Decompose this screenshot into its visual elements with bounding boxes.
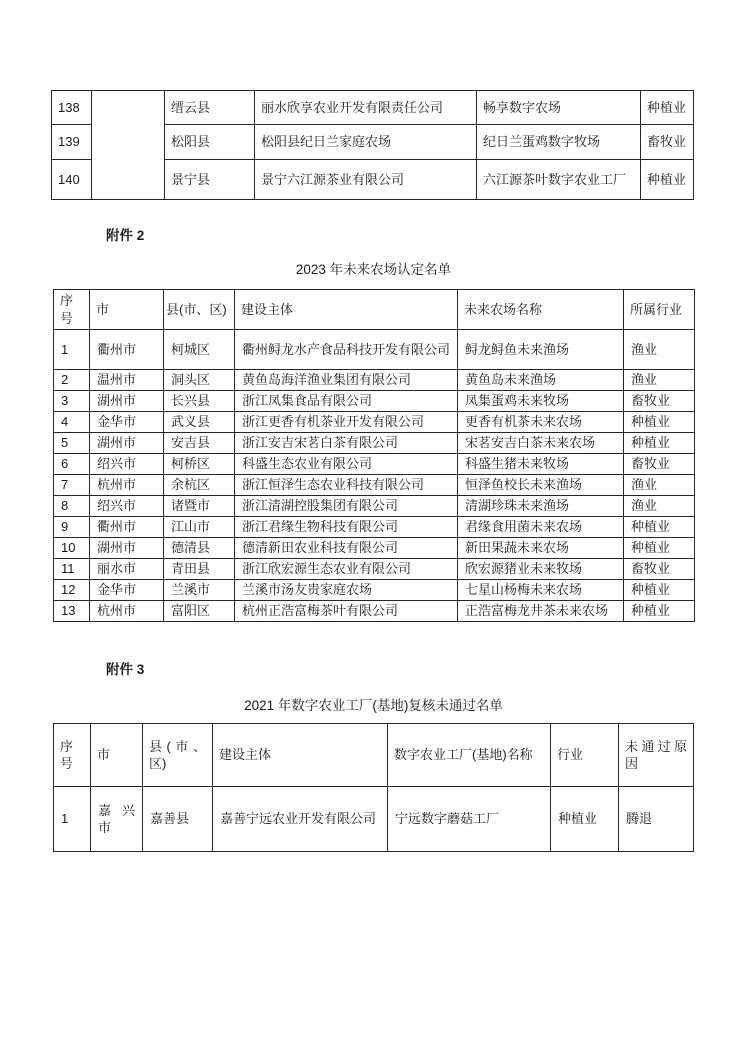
table-cell: 2	[54, 370, 90, 391]
table-cell: 种植业	[624, 517, 695, 538]
column-header: 所属行业	[624, 290, 695, 330]
table-cell: 富阳区	[164, 601, 235, 622]
table-cell: 6	[54, 454, 90, 475]
table-cell: 六江源茶叶数字农业工厂	[477, 160, 641, 200]
review-failed-2021-table	[53, 723, 694, 852]
table-cell: 宋茗安吉白茶未来农场	[458, 433, 624, 454]
table-cell: 纪日兰蛋鸡数字牧场	[477, 125, 641, 160]
table-cell: 君缘食用菌未来农场	[458, 517, 624, 538]
table-row	[54, 580, 695, 601]
table-cell: 正浩富梅龙井茶未来农场	[458, 601, 624, 622]
column-header: 建设主体	[213, 724, 388, 787]
table-cell: 江山市	[164, 517, 235, 538]
digital-farm-list-table-continued	[51, 90, 694, 200]
table-cell: 139	[52, 125, 92, 160]
table-cell: 凤集蛋鸡未来牧场	[458, 391, 624, 412]
column-header: 市	[91, 724, 143, 787]
table-cell: 渔业	[624, 475, 695, 496]
table-cell: 8	[54, 496, 90, 517]
table-cell: 浙江更香有机茶业开发有限公司	[235, 412, 458, 433]
table-row	[54, 787, 694, 852]
column-header: 数字农业工厂(基地)名称	[388, 724, 551, 787]
table-row	[54, 412, 695, 433]
column-header: 行业	[551, 724, 619, 787]
table-cell: 浙江凤集食品有限公司	[235, 391, 458, 412]
table-cell: 柯城区	[164, 330, 235, 370]
table-row	[54, 538, 695, 559]
table-cell: 景宁六江源茶业有限公司	[255, 160, 477, 200]
column-header: 县(市、区)	[143, 724, 213, 787]
column-header: 建设主体	[235, 290, 458, 330]
column-header: 市	[90, 290, 164, 330]
table-row	[54, 601, 695, 622]
table-cell: 余杭区	[164, 475, 235, 496]
column-header: 县(市、区)	[164, 290, 235, 330]
table-cell: 松阳县纪日兰家庭农场	[255, 125, 477, 160]
table-row	[54, 454, 695, 475]
table-cell: 鲟龙鲟鱼未来渔场	[458, 330, 624, 370]
column-header: 未来农场名称	[458, 290, 624, 330]
table-cell: 1	[54, 330, 90, 370]
table-cell: 种植业	[624, 433, 695, 454]
table-cell: 浙江恒泽生态农业科技有限公司	[235, 475, 458, 496]
table-cell: 洞头区	[164, 370, 235, 391]
table-cell: 德清新田农业科技有限公司	[235, 538, 458, 559]
table-cell: 衢州市	[90, 330, 164, 370]
table-cell: 金华市	[90, 580, 164, 601]
table-cell: 兰溪市汤友贵家庭农场	[235, 580, 458, 601]
attachment2-title: 2023 年未来农场认定名单	[295, 262, 452, 277]
table-cell: 青田县	[164, 559, 235, 580]
table-cell: 湖州市	[90, 391, 164, 412]
table-cell: 3	[54, 391, 90, 412]
attachment3-title: 2021 年数字农业工厂(基地)复核未通过名单	[244, 698, 503, 713]
table-cell: 畅享数字农场	[477, 91, 641, 125]
table-cell: 绍兴市	[90, 454, 164, 475]
table-cell: 畜牧业	[641, 125, 694, 160]
table-cell: 景宁县	[165, 160, 255, 200]
table-cell	[92, 91, 165, 200]
table-row	[54, 496, 695, 517]
table-row	[54, 559, 695, 580]
table-cell: 湖州市	[90, 433, 164, 454]
table-cell: 欣宏源猪业未来牧场	[458, 559, 624, 580]
table-cell: 腾退	[619, 787, 694, 852]
table-cell: 绍兴市	[90, 496, 164, 517]
table-cell: 衢州鲟龙水产食品科技开发有限公司	[235, 330, 458, 370]
attachment2-label: 附件 2	[106, 228, 145, 243]
table-cell: 10	[54, 538, 90, 559]
table-cell: 渔业	[624, 330, 695, 370]
table-cell: 种植业	[624, 412, 695, 433]
table-cell: 浙江安吉宋茗白茶有限公司	[235, 433, 458, 454]
table-cell: 黄鱼岛海洋渔业集团有限公司	[235, 370, 458, 391]
table-cell: 种植业	[551, 787, 619, 852]
table-row	[54, 391, 695, 412]
table-cell: 13	[54, 601, 90, 622]
table-row	[54, 517, 695, 538]
table-cell: 嘉善县	[143, 787, 213, 852]
attachment3-label: 附件 3	[106, 662, 145, 677]
table-cell: 渔业	[624, 496, 695, 517]
table-cell: 更香有机茶未来农场	[458, 412, 624, 433]
table-cell: 7	[54, 475, 90, 496]
table-cell: 种植业	[624, 538, 695, 559]
table-cell: 渔业	[624, 370, 695, 391]
table-cell: 140	[52, 160, 92, 200]
table-cell: 温州市	[90, 370, 164, 391]
table-cell: 畜牧业	[624, 559, 695, 580]
table-cell: 金华市	[90, 412, 164, 433]
table-cell: 长兴县	[164, 391, 235, 412]
table-cell: 新田果蔬未来农场	[458, 538, 624, 559]
table-row	[54, 433, 695, 454]
table-row	[54, 330, 695, 370]
table-cell: 种植业	[641, 160, 694, 200]
table-cell: 畜牧业	[624, 391, 695, 412]
table-row	[52, 91, 694, 125]
table-cell: 11	[54, 559, 90, 580]
table-cell: 湖州市	[90, 538, 164, 559]
table-cell: 宁远数字蘑菇工厂	[388, 787, 551, 852]
table-cell: 种植业	[624, 601, 695, 622]
table-cell: 杭州市	[90, 601, 164, 622]
table-cell: 科盛生猪未来牧场	[458, 454, 624, 475]
table-cell: 浙江清湖控股集团有限公司	[235, 496, 458, 517]
table-cell: 科盛生态农业有限公司	[235, 454, 458, 475]
table-cell: 9	[54, 517, 90, 538]
table-cell: 黄鱼岛未来渔场	[458, 370, 624, 391]
table-row	[54, 475, 695, 496]
table-cell: 种植业	[624, 580, 695, 601]
table-cell: 衢州市	[90, 517, 164, 538]
column-header: 未通过原因	[619, 724, 694, 787]
table-cell: 松阳县	[165, 125, 255, 160]
table-row	[54, 370, 695, 391]
table-cell: 安吉县	[164, 433, 235, 454]
table-cell: 12	[54, 580, 90, 601]
table-cell: 武义县	[164, 412, 235, 433]
table-cell: 嘉兴市	[91, 787, 143, 852]
table-cell: 种植业	[641, 91, 694, 125]
table-cell: 兰溪市	[164, 580, 235, 601]
table-cell: 清湖珍珠未来渔场	[458, 496, 624, 517]
table-cell: 138	[52, 91, 92, 125]
table-cell: 德清县	[164, 538, 235, 559]
table-cell: 浙江欣宏源生态农业有限公司	[235, 559, 458, 580]
table-cell: 嘉善宁远农业开发有限公司	[213, 787, 388, 852]
column-header: 序号	[54, 290, 90, 330]
column-header: 序号	[54, 724, 91, 787]
table-cell: 畜牧业	[624, 454, 695, 475]
table-cell: 杭州市	[90, 475, 164, 496]
table-cell: 丽水欣享农业开发有限责任公司	[255, 91, 477, 125]
future-farms-2023-table	[53, 289, 695, 622]
table-cell: 1	[54, 787, 91, 852]
table-cell: 七星山杨梅未来农场	[458, 580, 624, 601]
table-cell: 4	[54, 412, 90, 433]
table-cell: 诸暨市	[164, 496, 235, 517]
table-cell: 柯桥区	[164, 454, 235, 475]
table-cell: 浙江君缘生物科技有限公司	[235, 517, 458, 538]
table-cell: 恒泽鱼校长未来渔场	[458, 475, 624, 496]
table-cell: 缙云县	[165, 91, 255, 125]
table-cell: 丽水市	[90, 559, 164, 580]
table-cell: 5	[54, 433, 90, 454]
table-cell: 杭州正浩富梅茶叶有限公司	[235, 601, 458, 622]
